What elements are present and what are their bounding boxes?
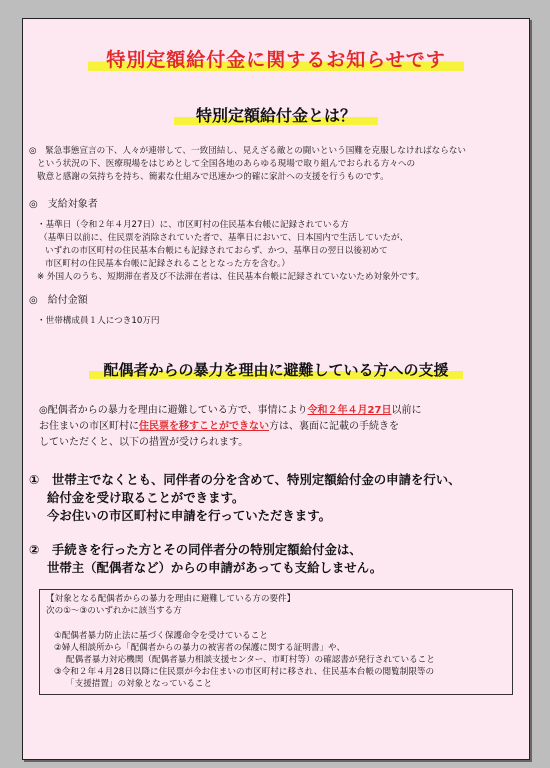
requirement-2-cont: 配偶者暴力対応機関（配偶者暴力相談支援センター、市町村等）の確認書が発行されていること xyxy=(66,655,435,665)
dv-cannot-move-highlight: 住民票を移すことができない xyxy=(139,421,269,432)
requirement-2: ②婦人相談所から「配偶者からの暴力の被害者の保護に関する証明書」や、 xyxy=(54,643,346,653)
requirements-box xyxy=(39,589,513,695)
section-title-dv-support: 配偶者からの暴力を理由に避難している方への支援 xyxy=(23,359,529,381)
dv-line-1: ◎配偶者からの暴力を理由に避難している方で、事情により令和２年４月27日以前に xyxy=(39,405,422,416)
measure-1-line-1: ① 世帯主でなくとも、同伴者の分を含めて、特別定額給付金の申請を行い、 xyxy=(29,472,461,487)
requirement-1: ①配偶者暴力防止法に基づく保護命令を受けていること xyxy=(54,631,268,641)
eligibility-line-4: 市区町村の住民基本台帳に記録されることとなった方を含む。） xyxy=(45,259,290,269)
eligibility-heading: ◎ 支給対象者 xyxy=(29,199,98,210)
dv-date-highlight: 令和２年４月27日 xyxy=(307,405,392,416)
main-title: 特別定額給付金に関するお知らせです xyxy=(23,47,529,73)
intro-line-3: 敬意と感謝の気持ちを持ち、簡素な仕組みで迅速かつ的確に家計への支援を行うものです。 xyxy=(37,172,389,182)
dv-line-2: お住まいの市区町村に住民票を移すことができない方は、裏面に記載の手続きを xyxy=(39,421,399,432)
requirements-title: 【対象となる配偶者からの暴力を理由に避難している方の要件】 xyxy=(46,594,296,604)
eligibility-line-3: いずれの市区町村の住民基本台帳にも記録されておらず、かつ、基準日の翌日以後初めて xyxy=(45,246,388,256)
measure-2-line-1: ② 手続きを行った方とその同伴者分の特別定額給付金は、 xyxy=(29,542,362,557)
eligibility-line-1: ・基準日（令和２年４月27日）に、市区町村の住民基本台帳に記録されている方 xyxy=(37,220,349,230)
intro-line-2: という状況の下、医療現場をはじめとして全国各地のあらゆる現場で取り組んでおられる方々への xyxy=(37,159,416,169)
intro-line-1: ◎ 緊急事態宣言の下、人々が連帯して、一致団結し、見えざる敵との闘いという国難を克服しなければならない xyxy=(29,146,467,156)
dv-line-3: していただくと、以下の措置が受けられます。 xyxy=(39,437,249,448)
requirements-subtitle: 次の①～③のいずれかに該当する方 xyxy=(46,606,182,616)
amount-heading: ◎ 給付金額 xyxy=(29,295,88,306)
measure-1-line-3: 今お住いの市区町村に申請を行っていただきます。 xyxy=(47,508,331,523)
section-title-what-is: 特別定額給付金とは？ xyxy=(23,105,529,127)
measure-2-line-2: 世帯主（配偶者など）からの申請があっても支給しません。 xyxy=(47,560,383,575)
eligibility-note: ※ 外国人のうち、短期滞在者及び不法滞在者は、住民基本台帳に記録されていないため対象外です。 xyxy=(37,272,425,282)
measure-1-line-2: 給付金を受け取ることができます。 xyxy=(47,490,245,505)
requirement-3: ③令和２年４月28日以降に住民票が今お住まいの市区町村に移され、住民基本台帳の閲覧制限等の xyxy=(54,667,435,677)
eligibility-line-2: （基準日以前に、住民票を消除されていた者で、基準日において、日本国内で生活していたが、 xyxy=(39,233,409,243)
requirement-3-cont: 「支援措置」の対象となっていること xyxy=(66,679,213,689)
amount-line: ・世帯構成員１人につき10万円 xyxy=(37,316,160,326)
notice-page xyxy=(22,18,530,760)
